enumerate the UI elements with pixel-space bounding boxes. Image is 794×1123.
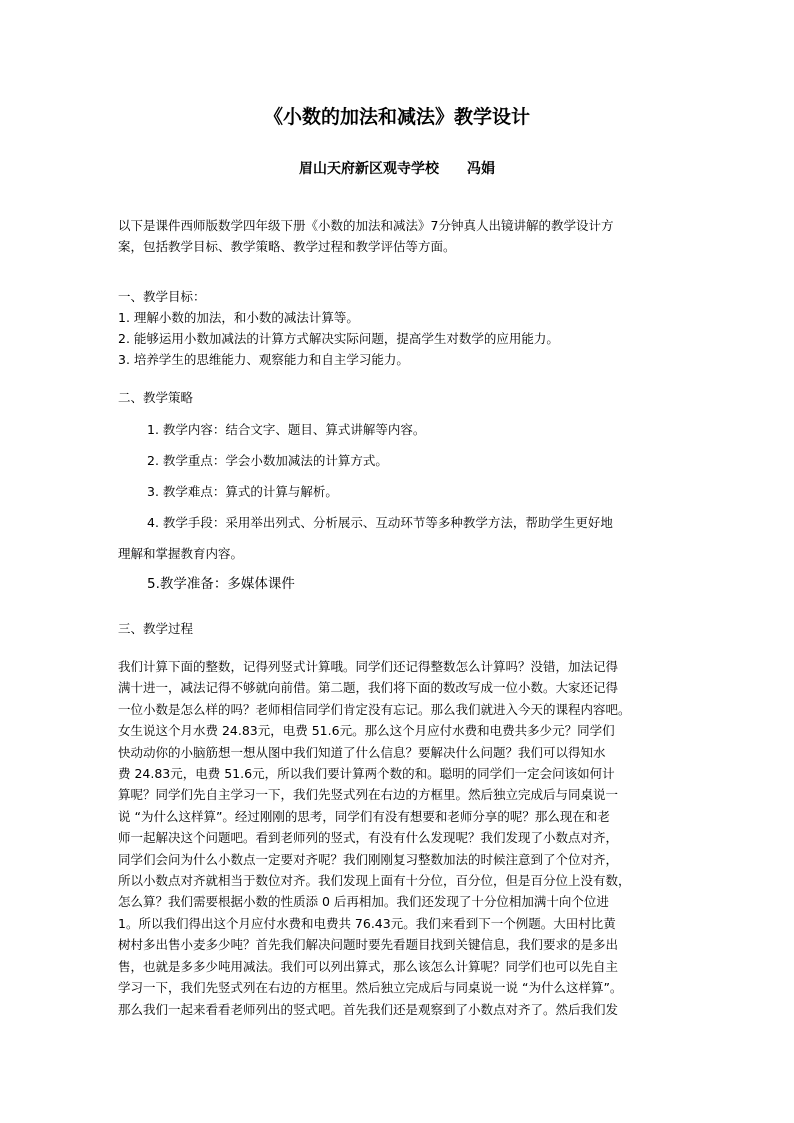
paragraph-line: 师一起解决这个问题吧。看到老师列的竖式，有没有什么发现呢？我们发现了小数点对齐，	[118, 830, 619, 846]
paragraph-line: 满十进一，减法记得不够就向前借。第二题，我们将下面的数改写成一位小数。大家还记得	[118, 680, 619, 696]
intro-paragraph	[118, 215, 688, 257]
process-paragraph	[118, 656, 688, 1020]
paragraph-line: 树村多出售小麦多少吨？首先我们解决问题时要先看题目找到关键信息，我们要求的是多出	[118, 937, 619, 953]
paragraph-line: 算呢？同学们先自主学习一下，我们先竖式列在右边的方框里。然后独立完成后与同桌说一	[118, 787, 619, 803]
document-author: 眉山天府新区观寺学校 冯娟	[299, 161, 495, 177]
paragraph-line: 同学们会问为什么小数点一定要对齐呢？我们刚刚复习整数加法的时候注意到了个位对齐，	[118, 851, 619, 867]
list-item: 3. 教学难点：算式的计算与解析。	[147, 484, 338, 499]
section-heading: 一、教学目标：	[118, 289, 206, 304]
intro-line: 案，包括教学目标、教学策略、教学过程和教学评估等方面。	[118, 239, 456, 254]
paragraph-line: 学习一下，我们先竖式列在右边的方框里。然后独立完成后与同桌说一说 “为什么这样算”。	[118, 980, 623, 996]
document-title: 《小数的加法和减法》教学设计	[263, 106, 530, 128]
section-heading: 三、教学过程	[118, 621, 194, 636]
paragraph-line: 费 24.83元，电费 51.6元，所以我们要计算两个数的和。聪明的同学们一定会问该如何计	[118, 766, 615, 782]
paragraph-line: 1。所以我们得出这个月应付水费和电费共 76.43元。我们来看到下一个例题。大田村比黄	[118, 915, 616, 931]
list-item: 3. 培养学生的思维能力、观察能力和自主学习能力。	[118, 352, 409, 367]
paragraph-line: 那么我们一起来看看老师列出的竖式吧。首先我们还是观察到了小数点对齐了。然后我们发	[118, 1001, 619, 1017]
section-process	[118, 618, 688, 639]
section-strategy	[118, 387, 688, 408]
paragraph-line: 我们计算下面的整数，记得列竖式计算哦。同学们还记得整数怎么计算吗？没错，加法记得	[118, 659, 619, 674]
list-item: 1. 理解小数的加法，和小数的减法计算等。	[118, 310, 359, 325]
paragraph-line: 一位小数是怎么样的吗？老师相信同学们肯定没有忘记。那么我们就进入今天的课程内容吧。	[118, 701, 631, 717]
list-item: 4. 教学手段：采用举出列式、分析展示、互动环节等多种教学方法，帮助学生更好地	[147, 515, 613, 530]
paragraph-line: 所以小数点对齐就相当于数位对齐。我们发现上面有十分位，百分位，但是百分位上没有数，	[118, 873, 631, 889]
section-heading: 二、教学策略	[118, 390, 194, 405]
paragraph-line: 怎么算？我们需要根据小数的性质添 0 后再相加。我们还发现了十分位相加满十向个位进	[118, 894, 609, 910]
paragraph-line: 售，也就是多多少吨用减法。我们可以列出算式，那么该怎么计算呢？同学们也可以先自主	[118, 958, 619, 974]
paragraph-line: 说 “为什么这样算”。经过刚刚的思考，同学们有没有想要和老师分享的呢？那么现在和老	[118, 808, 610, 824]
paragraph-line: 快动动你的小脑筋想一想从图中我们知道了什么信息？要解决什么问题？我们可以得知水	[118, 744, 606, 760]
list-item: 5.教学准备：多媒体课件	[147, 576, 295, 592]
list-item: 1. 教学内容：结合文字、题目、算式讲解等内容。	[147, 422, 426, 437]
list-item: 2. 教学重点：学会小数加减法的计算方式。	[147, 453, 388, 468]
list-item: 2. 能够运用小数加减法的计算方式解决实际问题，提高学生对数学的应用能力。	[118, 331, 559, 346]
paragraph-line: 女生说这个月水费 24.83元，电费 51.6元。那么这个月应付水费和电费共多少元？同学们	[118, 723, 615, 739]
list-item-continuation: 理解和掌握教育内容。	[118, 546, 244, 561]
section-objectives	[118, 286, 688, 370]
intro-line: 以下是课件西师版数学四年级下册《小数的加法和减法》7分钟真人出镜讲解的教学设计方	[118, 218, 614, 233]
strategy-list	[118, 414, 688, 600]
